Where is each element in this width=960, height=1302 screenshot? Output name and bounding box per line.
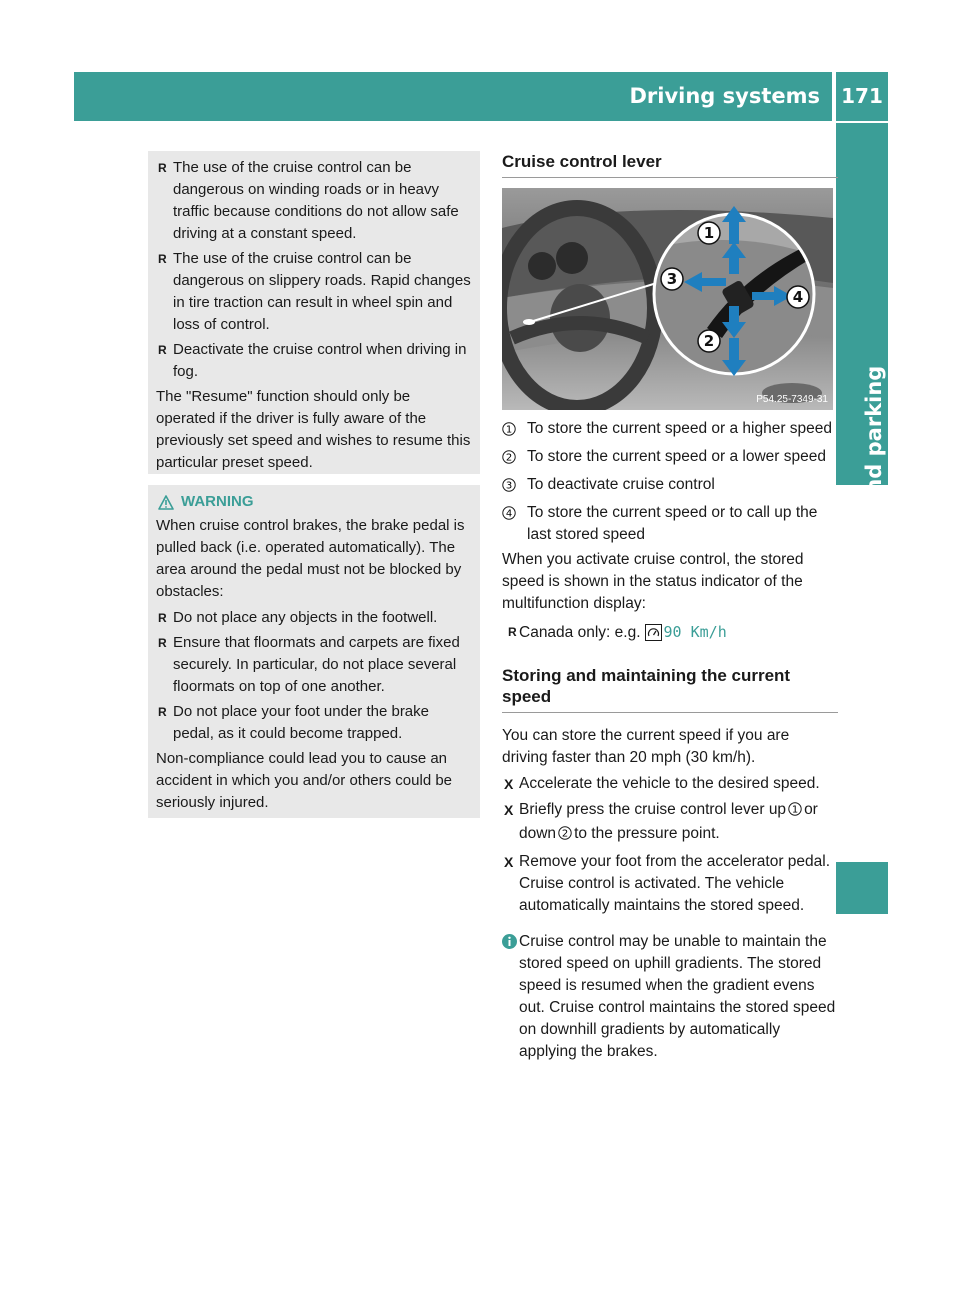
side-tab — [836, 123, 888, 601]
figure-legend — [502, 418, 838, 546]
step-arrow-icon: X — [504, 776, 514, 792]
step-text: Remove your foot from the accelerator pedal. Cruise control is activated. The vehicle automatically maintains the stored speed. — [519, 853, 831, 914]
display-paragraph: When you activate cruise control, the stored speed is shown in the status indicator of the multifunction display: — [502, 551, 804, 612]
legend-item — [502, 502, 838, 546]
instruction-step — [502, 799, 838, 847]
canada-example — [502, 621, 838, 644]
instruction-step — [502, 851, 838, 917]
number-4-icon — [502, 506, 516, 520]
right-column — [502, 151, 838, 1063]
canada-speed: 90 Km/h — [663, 623, 727, 641]
warning-triangle-icon — [158, 495, 174, 510]
legend-item — [502, 474, 838, 499]
svg-text:2: 2 — [561, 828, 569, 840]
legend-text: To deactivate cruise control — [527, 476, 715, 493]
figure-number: 3 — [666, 270, 678, 288]
caution-bullet: R The use of the cruise control can be dangerous on winding roads or in heavy traffic because conditions do not allow safe driving at a constant speed. — [156, 157, 472, 245]
number-1-icon — [502, 422, 516, 436]
figure-number: 1 — [703, 224, 715, 242]
warning-heading — [156, 489, 472, 515]
figure-code: P54.25-7349-31 — [756, 394, 828, 405]
number-2-icon — [502, 450, 516, 464]
step-text: Accelerate the vehicle to the desired speed. — [519, 775, 820, 792]
figure-number: 2 — [703, 332, 715, 350]
legend-item — [502, 446, 838, 471]
page-number-box — [836, 72, 888, 121]
side-tab-label: Driving and parking — [862, 365, 886, 601]
legend-item — [502, 418, 838, 443]
step-text: Briefly press the cruise control lever up 1 or down 2 to the pressure point. — [519, 801, 818, 842]
caution-box — [148, 151, 480, 474]
warning-intro: When cruise control brakes, the brake pedal is pulled back (i.e. operated automatically). The area around the pedal must not be blocked by obstacles: — [156, 517, 465, 600]
warning-box — [148, 485, 480, 818]
cruise-control-icon — [645, 624, 662, 641]
svg-text:1: 1 — [791, 804, 799, 816]
warning-label: WARNING — [181, 493, 254, 510]
caution-bullet: R Deactivate the cruise control when driving in fog. — [156, 339, 472, 383]
svg-text:3: 3 — [505, 480, 513, 492]
canada-prefix: Canada only: e.g. — [519, 624, 641, 641]
side-marker — [836, 862, 888, 914]
step-arrow-icon: X — [504, 854, 514, 870]
store-paragraph: You can store the current speed if you are driving faster than 20 mph (30 km/h). — [502, 727, 790, 766]
caution-bullet: R The use of the cruise control can be dangerous on slippery roads. Rapid changes in tire traction can result in wheel spin and loss of control. — [156, 248, 472, 336]
info-icon — [502, 934, 517, 949]
step-arrow-icon: X — [504, 802, 514, 818]
number-2-icon — [558, 826, 572, 840]
page-title: Driving systems — [629, 84, 820, 108]
header-bar — [74, 72, 832, 121]
warning-bullet: R Do not place any objects in the footwell. — [156, 607, 472, 629]
section-title: Storing and maintaining the current speed — [502, 665, 838, 713]
svg-text:4: 4 — [505, 508, 513, 520]
number-3-icon — [502, 478, 516, 492]
legend-text: To store the current speed or a higher speed — [527, 420, 833, 437]
cruise-lever-image — [502, 188, 833, 410]
svg-text:2: 2 — [505, 452, 513, 464]
legend-text: To store the current speed or a lower speed — [527, 448, 826, 465]
figure-number: 4 — [792, 288, 804, 306]
resume-paragraph: The "Resume" function should only be operated if the driver is fully aware of the previously set speed and wishes to resume this particular preset speed. — [156, 388, 471, 471]
instruction-step — [502, 773, 838, 795]
number-1-icon — [788, 802, 802, 816]
page-number: 171 — [841, 84, 883, 108]
warning-closing: Non-compliance could lead you to cause an accident in which you and/or others could be seriously injured. — [156, 750, 453, 811]
svg-text:1: 1 — [505, 424, 513, 436]
cruise-lever-figure — [502, 188, 833, 410]
warning-bullet: R Do not place your foot under the brake pedal, as it could become trapped. — [156, 701, 472, 745]
legend-text: To store the current speed or to call up the last stored speed — [527, 504, 818, 543]
warning-bullet: R Ensure that floormats and carpets are fixed securely. In particular, do not place several floormats on top of one another. — [156, 632, 472, 698]
info-note — [502, 931, 838, 1063]
info-text: Cruise control may be unable to maintain the stored speed on uphill gradients. The stored speed is resumed when the gradient evens out. Cruise control maintains the stored speed on downhill gradients by automatically applying the brakes. — [519, 933, 836, 1060]
section-title: Cruise control lever — [502, 151, 838, 178]
